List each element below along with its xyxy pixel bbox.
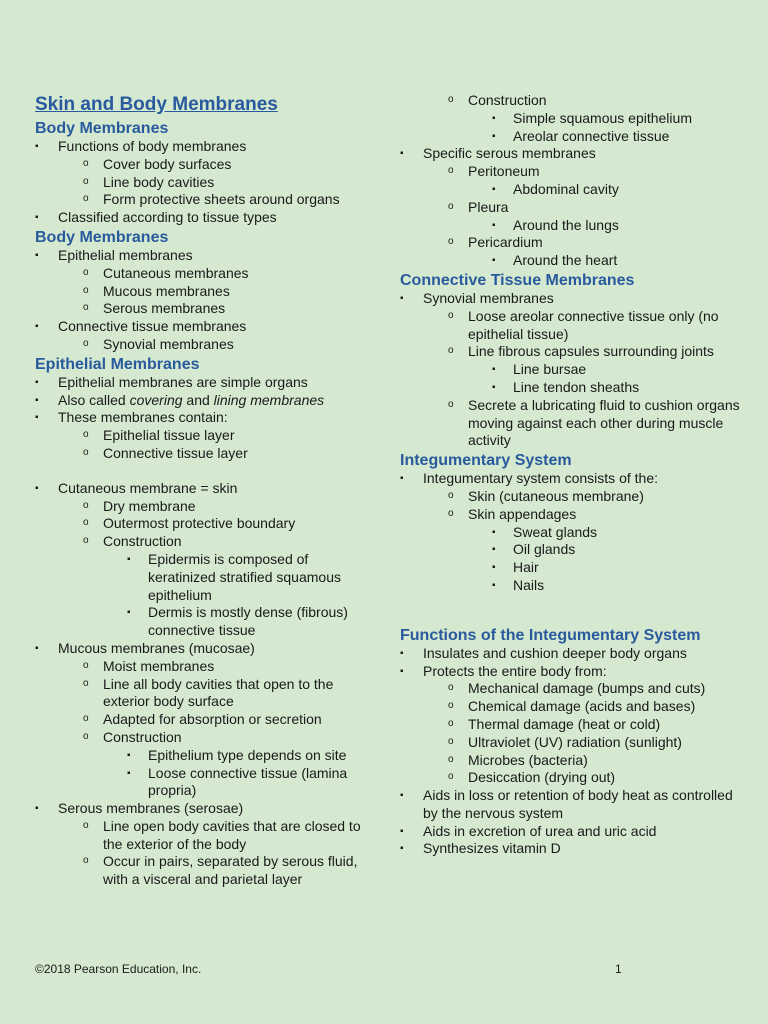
sub-sub-bullet-item: ▪ Epidermis is composed of keratinized stratified squamous epithelium xyxy=(35,551,375,604)
sub-sub-bullet-item: ▪ Hair xyxy=(400,559,745,577)
spacer xyxy=(400,595,745,625)
sub-sub-bullet-item: ▪ Dermis is mostly dense (fibrous) connective tissue xyxy=(35,604,375,640)
sub-bullet-item: o Pericardium xyxy=(400,234,745,252)
sub-bullet-item: o Moist membranes xyxy=(35,658,375,676)
sub-bullet-item: o Pleura xyxy=(400,199,745,217)
sub-sub-bullet-item: ▪ Oil glands xyxy=(400,541,745,559)
sub-bullet-item: o Skin appendages xyxy=(400,506,745,524)
sub-bullet-item: o Secrete a lubricating fluid to cushion organs moving against each other during muscle activity xyxy=(400,397,745,450)
right-column xyxy=(400,92,745,858)
section-heading: Body Membranes xyxy=(35,120,169,137)
bullet-item: ▪ These membranes contain: xyxy=(35,409,375,427)
sub-bullet-item: o Adapted for absorption or secretion xyxy=(35,711,375,729)
bullet-item: ▪ Insulates and cushion deeper body organs xyxy=(400,645,745,663)
bullet-item: ▪ Specific serous membranes xyxy=(400,145,745,163)
sub-bullet-item: o Mechanical damage (bumps and cuts) xyxy=(400,680,745,698)
bullet-item xyxy=(35,392,375,410)
text-segment: Also called xyxy=(58,391,130,408)
sub-sub-bullet-item: ▪ Line bursae xyxy=(400,361,745,379)
section-heading: Epithelial Membranes xyxy=(35,355,200,373)
sub-sub-bullet-item: ▪ Simple squamous epithelium xyxy=(400,110,745,128)
sub-bullet-item: o Form protective sheets around organs xyxy=(35,191,375,209)
sub-bullet-item: o Connective tissue layer xyxy=(35,445,375,463)
sub-bullet-item: o Line fibrous capsules surrounding joints xyxy=(400,343,745,361)
sub-bullet-item: o Construction xyxy=(35,533,375,551)
bullet-item: ▪ Integumentary system consists of the: xyxy=(400,470,745,488)
sub-bullet-item: o Mucous membranes xyxy=(35,283,375,301)
sub-bullet-item: o Dry membrane xyxy=(35,498,375,516)
sub-sub-bullet-item: ▪ Line tendon sheaths xyxy=(400,379,745,397)
bullet-item: ▪ Cutaneous membrane = skin xyxy=(35,480,375,498)
page-title: Skin and Body Membranes xyxy=(35,94,278,115)
bullet-item: ▪ Protects the entire body from: xyxy=(400,663,745,681)
bullet-item: ▪ Synovial membranes xyxy=(400,290,745,308)
sub-bullet-item: o Cutaneous membranes xyxy=(35,265,375,283)
sub-bullet-item: o Desiccation (drying out) xyxy=(400,769,745,787)
bullet-item: ▪ Aids in loss or retention of body heat as controlled by the nervous system xyxy=(400,787,745,823)
bullet-item: ▪ Epithelial membranes xyxy=(35,247,375,265)
sub-bullet-item: o Microbes (bacteria) xyxy=(400,752,745,770)
sub-bullet-item: o Line all body cavities that open to the exterior body surface xyxy=(35,676,375,712)
section-heading: Body Membranes xyxy=(35,228,169,246)
sub-sub-bullet-item: ▪ Around the heart xyxy=(400,252,745,270)
bullet-item: ▪ Connective tissue membranes xyxy=(35,318,375,336)
sub-bullet-item: o Chemical damage (acids and bases) xyxy=(400,698,745,716)
emphasized-text: covering xyxy=(129,391,183,408)
sub-sub-bullet-item: ▪ Epithelium type depends on site xyxy=(35,747,375,765)
section-heading: Functions of the Integumentary System xyxy=(400,626,701,644)
sub-bullet-item: o Loose areolar connective tissue only (no epithelial tissue) xyxy=(400,308,745,344)
sub-sub-bullet-item: ▪ Around the lungs xyxy=(400,217,745,235)
bullet-item: ▪ Epithelial membranes are simple organs xyxy=(35,374,375,392)
section-heading: Integumentary System xyxy=(400,452,572,470)
bullet-item: ▪ Synthesizes vitamin D xyxy=(400,840,745,858)
bullet-item: ▪ Aids in excretion of urea and uric acid xyxy=(400,823,745,841)
bullet-item: ▪ Serous membranes (serosae) xyxy=(35,800,375,818)
sub-bullet-item: o Synovial membranes xyxy=(35,336,375,354)
sub-sub-bullet-item: ▪ Sweat glands xyxy=(400,524,745,542)
sub-bullet-item: o Line body cavities xyxy=(35,174,375,192)
sub-bullet-item: o Thermal damage (heat or cold) xyxy=(400,716,745,734)
text-segment: and xyxy=(182,391,214,408)
sub-bullet-item: o Ultraviolet (UV) radiation (sunlight) xyxy=(400,734,745,752)
sub-bullet-item: o Construction xyxy=(35,729,375,747)
spacer xyxy=(35,463,375,480)
right-content xyxy=(400,92,745,858)
sub-sub-bullet-item: ▪ Loose connective tissue (lamina propria) xyxy=(35,765,375,801)
sub-bullet-item: o Peritoneum xyxy=(400,163,745,181)
sub-sub-bullet-item: ▪ Abdominal cavity xyxy=(400,181,745,199)
sub-bullet-item: o Skin (cutaneous membrane) xyxy=(400,488,745,506)
sub-bullet-item: o Serous membranes xyxy=(35,300,375,318)
footer-copyright: ©2018 Pearson Education, Inc. xyxy=(35,962,202,976)
sub-bullet-item: o Construction xyxy=(400,92,745,110)
left-content xyxy=(35,119,375,889)
sub-bullet-item: o Epithelial tissue layer xyxy=(35,427,375,445)
bullet-item: ▪ Classified according to tissue types xyxy=(35,209,375,227)
sub-bullet-item: o Outermost protective boundary xyxy=(35,515,375,533)
sub-bullet-item: o Cover body surfaces xyxy=(35,156,375,174)
section-heading: Connective Tissue Membranes xyxy=(400,271,635,289)
bullet-item: ▪ Functions of body membranes xyxy=(35,138,375,156)
sub-bullet-item: o Occur in pairs, separated by serous fluid, with a visceral and parietal layer xyxy=(35,853,375,889)
sub-sub-bullet-item: ▪ Nails xyxy=(400,577,745,595)
footer-page-number: 1 xyxy=(615,962,622,976)
sub-sub-bullet-item: ▪ Areolar connective tissue xyxy=(400,128,745,146)
bullet-item: ▪ Mucous membranes (mucosae) xyxy=(35,640,375,658)
sub-bullet-item: o Line open body cavities that are closed to the exterior of the body xyxy=(35,818,375,854)
emphasized-text: lining membranes xyxy=(213,391,325,408)
left-column xyxy=(35,92,375,889)
